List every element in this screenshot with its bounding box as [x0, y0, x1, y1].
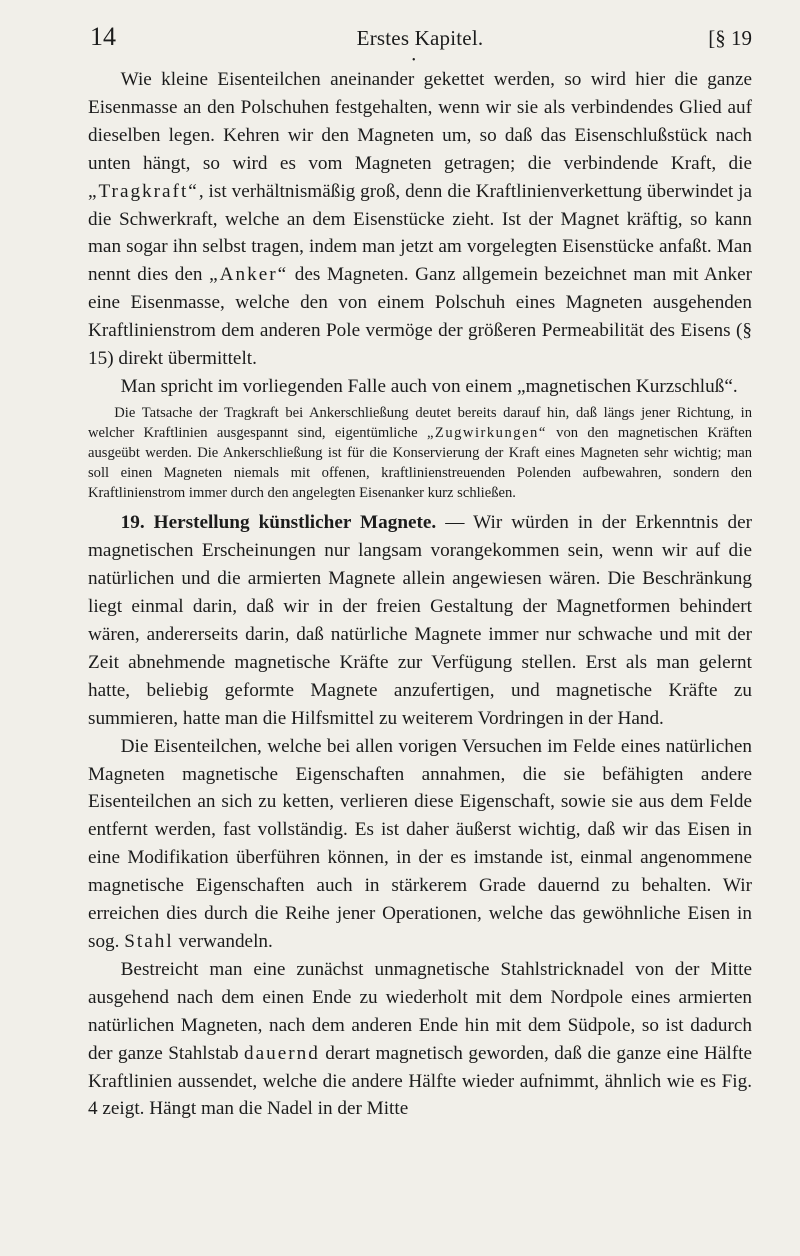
chapter-title: Erstes Kapitel. — [356, 26, 484, 50]
term-dauernd: dauernd — [244, 1042, 320, 1064]
paragraph-text: Die Eisenteilchen, welche bei allen vorigen Versuchen im Felde eines natürlichen Magneten magnetische Eigenschaften annahmen, die sie befähigten andere Eisenteilchen an sich zu ketten, verlieren diese Eigenschaft, sowie sie aus dem Felde entfernt werden, fast vollständig. Es ist daher äußerst wichtig, daß wir das Eisen in eine Modifikation überführen können, in der es imstande ist, einmal angenommene magnetische Eigenschaften auch in stärkerem Grade dauernd zu behalten. Wir erreichen dies durch die Reihe jener Operationen, welche das gewöhnliche Eisen in sog. — [88, 735, 752, 952]
paragraph-text: derart magnetisch geworden, daß die ganze eine Hälfte Kraftlinien aussendet, welche die andere Hälfte wieder aufnimmt, ähnlich wie es Fig. 4 zeigt. Hängt man die Nadel in der Mitte — [88, 1042, 752, 1120]
section-19-paragraph — [88, 509, 752, 732]
running-head — [88, 20, 752, 54]
paragraph-text: des Magneten. Ganz allgemein bezeichnet man mit Anker eine Eisenmasse, welche den von einem Polschuh eines Magneten ausgehenden Kraftlinienstrom dem anderen Pole vermöge der größeren Permeabilität des Eisens (§ 15) direkt übermittelt. — [88, 264, 752, 370]
paragraph-text: verwandeln. — [173, 931, 273, 952]
paragraph-anchor-intro — [88, 66, 752, 373]
paragraph-kurzschluss: Man spricht im vorliegenden Falle auch von einem „magnetischen Kurzschluß“. — [120, 375, 738, 397]
body-text — [88, 66, 752, 1123]
paragraph-eisenteilchen — [88, 733, 752, 956]
term-zugwirkungen: „Zugwirkungen“ — [426, 424, 547, 441]
term-anker: „Anker“ — [209, 264, 289, 286]
footnote-text: von den magnetischen Kräften ausgeübt werden. Die Ankerschließung ist für die Konservierung der Kraft eines Magneten sehr wichtig; man soll einen Magneten niemals mit offenen, kraftlinienstreuenden Polenden aufbewahren, sondern den Kraftlinienstrom immer durch den angelegten Eisenanker kurz schließen. — [88, 424, 752, 501]
term-tragkraft: „Tragkraft“ — [88, 180, 199, 202]
bullet-mark: • — [412, 55, 416, 66]
paragraph-text: , ist verhältnismäßig groß, denn die Kraftlinienverkettung überwindet ja die Schwerkraft, welche an dem Eisenstücke zieht. Ist der Magnet kräftig, so kann man sogar ihn selbst tragen, indem man jetzt am vorgelegten Eisenstücke anfaßt. Man nennt dies den — [88, 180, 752, 286]
term-stahl: Stahl — [124, 931, 174, 952]
section-reference: [§ 19 — [708, 26, 752, 50]
footnote-text: Die Tatsache der Tragkraft bei Ankerschließung deutet bereits darauf hin, daß längs jener Richtung, in welcher Kraftlinien ausgespannt sind, eigentümliche — [88, 404, 752, 441]
footnote-paragraph — [88, 404, 752, 504]
page-number: 14 — [90, 22, 116, 51]
paragraph-text: Bestreicht man eine zunächst unmagnetische Stahlstricknadel von der Mitte ausgehend nach dem einen Ende zu wiederholt mit dem Nordpole eines armierten natürlichen Magneten, nach dem anderen Ende hin mit dem Südpole, so ist dadurch der ganze Stahlstab — [88, 958, 752, 1064]
section-heading: 19. Herstellung künstlicher Magnete. — [120, 512, 437, 534]
paragraph-text: — Wir würden in der Erkenntnis der magnetischen Erscheinungen nur langsam vorangekommen sein, wenn wir auf die natürlichen und die armierten Magnete allein angewiesen wären. Die Beschränkung liegt einmal darin, daß wir in der freien Gestaltung der Magnetformen behindert wären, andererseits darin, daß natürliche Magnete immer nur schwache und mit der Zeit abnehmende magnetische Kräfte zur Verfügung stellen. Erst als man gelernt hatte, beliebig geformte Magnete anzufertigen, und magnetische Kräfte zu summieren, hatte man die Hilfsmittel zu weiterem Vordringen in der Hand. — [88, 512, 752, 729]
book-page — [88, 20, 752, 1123]
paragraph-stricknadel — [88, 956, 752, 1123]
paragraph-text: Wie kleine Eisenteilchen aneinander gekettet werden, so wird hier die ganze Eisenmasse an den Polschuhen festgehalten, wenn wir sie als verbindendes Glied auf dieselben legen. Kehren wir den Magneten um, so daß das Eisenschlußstück nach unten hängt, so wird es vom Magneten getragen; die verbindende Kraft, die — [88, 69, 752, 174]
